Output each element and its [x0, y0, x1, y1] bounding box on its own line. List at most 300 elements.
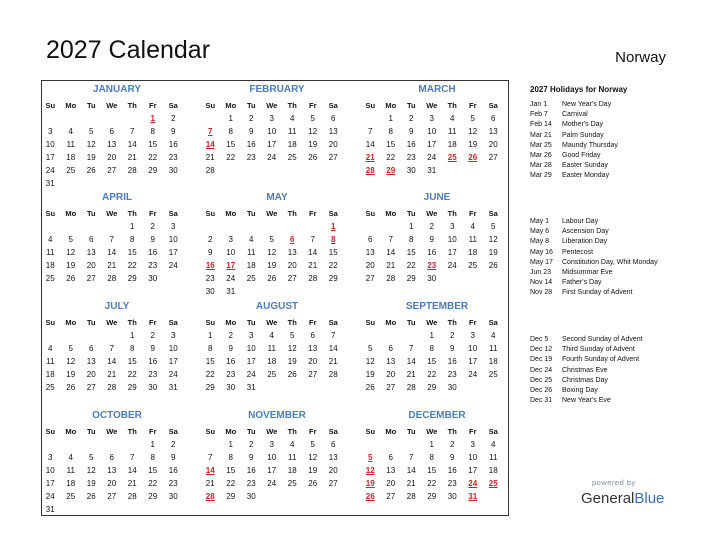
month-name: AUGUST — [255, 301, 299, 312]
weekday-header: Tu — [246, 209, 256, 218]
month-grid — [200, 207, 354, 298]
empty-day — [61, 329, 82, 342]
day: 21 — [205, 479, 215, 488]
day: 20 — [328, 466, 338, 475]
holiday-name: Christmas Eve — [562, 366, 608, 374]
day: 10 — [168, 235, 178, 244]
day: 30 — [406, 166, 416, 175]
day: 28 — [386, 274, 396, 283]
weekday-header: Sa — [328, 318, 338, 327]
day: 27 — [86, 274, 96, 283]
month-january — [40, 83, 194, 190]
empty-day — [81, 329, 102, 342]
day: 5 — [368, 344, 373, 353]
day: 10 — [468, 453, 478, 462]
day: 23 — [447, 479, 457, 488]
weekday-header: Fr — [309, 427, 317, 436]
day: 9 — [429, 235, 434, 244]
day: 24 — [45, 166, 55, 175]
day: 17 — [168, 248, 178, 257]
day: 19 — [308, 140, 318, 149]
holiday-day: 28 — [365, 166, 375, 175]
day: 9 — [409, 127, 414, 136]
day: 15 — [406, 248, 416, 257]
day: 2 — [171, 440, 176, 449]
page-title: 2027 Calendar — [46, 36, 211, 64]
weekday-header: We — [266, 101, 278, 110]
weekday-header: Su — [205, 318, 216, 327]
holiday-day: 17 — [226, 261, 236, 270]
holiday-name: Labour Day — [562, 218, 599, 225]
weekday-header: Sa — [488, 427, 498, 436]
day: 12 — [365, 357, 375, 366]
day: 29 — [205, 383, 215, 392]
holiday-date: Dec 26 — [530, 387, 553, 395]
day: 24 — [45, 492, 55, 501]
day: 4 — [48, 344, 53, 353]
day: 30 — [427, 274, 437, 283]
day: 23 — [205, 274, 215, 283]
day: 13 — [386, 357, 396, 366]
day: 5 — [89, 127, 94, 136]
weekday-header: We — [266, 318, 278, 327]
day: 3 — [171, 331, 176, 340]
day: 1 — [429, 331, 434, 340]
empty-day — [221, 220, 242, 233]
holiday-name: Good Friday — [562, 152, 601, 160]
holiday-date: Nov 28 — [530, 289, 553, 297]
weekday-header: Fr — [149, 318, 157, 327]
holiday-row — [530, 335, 643, 345]
holiday-date: Feb 14 — [530, 121, 552, 129]
day: 24 — [246, 370, 256, 379]
holiday-row — [530, 237, 658, 247]
day: 20 — [107, 153, 117, 162]
month-grid — [360, 425, 514, 503]
holiday-day: 1 — [150, 114, 155, 123]
month-name: DECEMBER — [408, 410, 466, 421]
day: 14 — [107, 248, 117, 257]
day: 2 — [228, 331, 233, 340]
weekday-header: Th — [447, 318, 457, 327]
day: 21 — [308, 261, 318, 270]
day: 8 — [429, 344, 434, 353]
day: 14 — [365, 140, 375, 149]
weekday-header: Tu — [86, 209, 96, 218]
day: 30 — [226, 383, 236, 392]
day: 16 — [427, 248, 437, 257]
powered-by-label: powered by — [592, 478, 636, 487]
empty-day — [200, 112, 221, 125]
day: 30 — [246, 492, 256, 501]
day: 7 — [331, 331, 336, 340]
day: 12 — [308, 127, 318, 136]
day: 9 — [171, 127, 176, 136]
weekday-header: Mo — [225, 427, 237, 436]
month-october — [40, 409, 194, 516]
day: 14 — [406, 357, 416, 366]
day: 7 — [109, 235, 114, 244]
day: 1 — [429, 440, 434, 449]
empty-day — [401, 438, 422, 451]
day: 5 — [290, 331, 295, 340]
weekday-header: Su — [205, 427, 216, 436]
day: 21 — [205, 153, 215, 162]
weekday-header: Th — [287, 101, 297, 110]
day: 1 — [150, 440, 155, 449]
day: 10 — [427, 127, 437, 136]
weekday-header: Tu — [246, 318, 256, 327]
day: 6 — [89, 235, 94, 244]
generalblue-logo — [581, 490, 664, 507]
weekday-header: Tu — [406, 209, 416, 218]
weekday-header: Su — [365, 427, 376, 436]
day: 19 — [468, 140, 478, 149]
day: 8 — [130, 344, 135, 353]
day: 25 — [488, 370, 498, 379]
day: 12 — [267, 248, 277, 257]
day: 7 — [310, 235, 315, 244]
day: 15 — [328, 248, 338, 257]
weekday-header: Mo — [385, 427, 397, 436]
month-november — [200, 409, 354, 503]
day: 31 — [226, 287, 236, 296]
day: 13 — [328, 453, 338, 462]
day: 25 — [468, 261, 478, 270]
day: 17 — [45, 153, 55, 162]
day: 17 — [246, 357, 256, 366]
empty-day — [401, 329, 422, 342]
day: 10 — [168, 344, 178, 353]
weekday-header: Th — [287, 209, 297, 218]
day: 24 — [447, 261, 457, 270]
day: 29 — [226, 492, 236, 501]
day: 16 — [148, 357, 158, 366]
day: 3 — [450, 222, 455, 231]
empty-day — [200, 220, 221, 233]
weekday-header: Sa — [328, 101, 338, 110]
weekday-header: We — [106, 427, 118, 436]
day: 23 — [406, 153, 416, 162]
month-grid — [40, 316, 194, 394]
day: 3 — [228, 235, 233, 244]
day: 13 — [308, 344, 318, 353]
empty-day — [262, 220, 283, 233]
day: 10 — [447, 235, 457, 244]
empty-day — [102, 329, 123, 342]
day: 10 — [468, 344, 478, 353]
day: 19 — [66, 261, 76, 270]
day: 27 — [287, 274, 297, 283]
holiday-row — [530, 386, 643, 396]
day: 31 — [168, 383, 178, 392]
holiday-row — [530, 376, 643, 386]
country-label: Norway — [615, 49, 666, 66]
day: 22 — [406, 261, 416, 270]
day: 7 — [109, 344, 114, 353]
weekday-header: We — [426, 427, 438, 436]
weekday-header: We — [106, 318, 118, 327]
holiday-date: Dec 25 — [530, 376, 553, 384]
day: 14 — [328, 344, 338, 353]
day: 29 — [328, 274, 338, 283]
month-june — [360, 191, 514, 285]
day: 13 — [488, 127, 498, 136]
day: 16 — [246, 140, 256, 149]
weekday-header: Mo — [225, 101, 237, 110]
day: 17 — [267, 466, 277, 475]
day: 27 — [86, 383, 96, 392]
day: 12 — [86, 466, 96, 475]
month-name: NOVEMBER — [248, 410, 306, 421]
empty-day — [381, 220, 402, 233]
holiday-row — [530, 345, 643, 355]
month-grid — [360, 99, 514, 177]
holiday-name: Ascension Day — [562, 228, 609, 236]
weekday-header: Mo — [65, 427, 77, 436]
day: 17 — [468, 466, 478, 475]
holiday-row — [530, 227, 658, 237]
day: 30 — [168, 492, 178, 501]
day: 19 — [66, 370, 76, 379]
day: 30 — [447, 383, 457, 392]
weekday-header: Tu — [246, 101, 256, 110]
weekday-header: Fr — [309, 209, 317, 218]
day: 18 — [287, 140, 297, 149]
day: 28 — [328, 370, 338, 379]
day: 28 — [107, 383, 117, 392]
day: 13 — [107, 140, 117, 149]
holiday-row — [530, 278, 658, 288]
day: 2 — [208, 235, 213, 244]
day: 30 — [168, 166, 178, 175]
holiday-day: 28 — [205, 492, 215, 501]
day: 8 — [228, 453, 233, 462]
day: 3 — [48, 453, 53, 462]
weekday-header: Th — [127, 427, 137, 436]
day: 18 — [447, 140, 457, 149]
weekday-header: Mo — [225, 209, 237, 218]
day: 14 — [406, 466, 416, 475]
day: 3 — [470, 440, 475, 449]
month-august — [200, 300, 354, 394]
weekday-header: We — [266, 209, 278, 218]
month-grid — [40, 99, 194, 190]
month-grid — [360, 316, 514, 394]
day: 18 — [66, 153, 76, 162]
day: 6 — [388, 453, 393, 462]
day: 6 — [310, 331, 315, 340]
day: 7 — [388, 235, 393, 244]
empty-day — [102, 112, 123, 125]
day: 1 — [228, 440, 233, 449]
day: 21 — [328, 357, 338, 366]
day: 16 — [168, 140, 178, 149]
holiday-day: 7 — [208, 127, 213, 136]
holiday-row — [530, 366, 643, 376]
day: 19 — [365, 370, 375, 379]
holiday-name: Midsummar Eve — [562, 269, 613, 277]
weekday-header: Tu — [86, 318, 96, 327]
day: 27 — [107, 492, 117, 501]
weekday-header: Fr — [309, 101, 317, 110]
day: 3 — [48, 127, 53, 136]
weekday-header: Su — [45, 318, 56, 327]
day: 10 — [267, 127, 277, 136]
day: 7 — [409, 344, 414, 353]
day: 8 — [130, 235, 135, 244]
holiday-date: May 16 — [530, 248, 553, 256]
day: 10 — [246, 344, 256, 353]
day: 6 — [491, 114, 496, 123]
empty-day — [61, 438, 82, 451]
day: 22 — [328, 261, 338, 270]
day: 3 — [429, 114, 434, 123]
weekday-header: Sa — [168, 101, 178, 110]
holiday-name: Maundy Thursday — [562, 141, 618, 149]
day: 12 — [488, 235, 498, 244]
day: 30 — [205, 287, 215, 296]
holiday-date: Mar 28 — [530, 162, 552, 170]
day: 27 — [328, 153, 338, 162]
day: 1 — [130, 222, 135, 231]
empty-day — [40, 112, 61, 125]
day: 4 — [68, 127, 73, 136]
holiday-row — [530, 288, 658, 298]
weekday-header: We — [106, 101, 118, 110]
day: 16 — [168, 466, 178, 475]
weekday-header: Mo — [385, 209, 397, 218]
month-february — [200, 83, 354, 177]
weekday-header: Th — [127, 318, 137, 327]
day: 13 — [86, 357, 96, 366]
day: 21 — [127, 479, 137, 488]
weekday-header: Tu — [406, 101, 416, 110]
day: 15 — [427, 357, 437, 366]
day: 30 — [447, 492, 457, 501]
day: 24 — [427, 153, 437, 162]
day: 22 — [427, 479, 437, 488]
brand-blue: Blue — [634, 490, 665, 507]
empty-day — [61, 112, 82, 125]
weekday-header: Su — [45, 427, 56, 436]
weekday-header: Su — [365, 101, 376, 110]
day: 11 — [46, 248, 55, 257]
holiday-name: Carnival — [562, 111, 588, 119]
weekday-header: Fr — [149, 209, 157, 218]
day: 12 — [86, 140, 96, 149]
holiday-row — [530, 396, 643, 406]
day: 8 — [228, 127, 233, 136]
empty-day — [40, 438, 61, 451]
day: 11 — [288, 127, 297, 136]
day: 7 — [130, 453, 135, 462]
day: 3 — [171, 222, 176, 231]
day: 17 — [168, 357, 178, 366]
holiday-day: 31 — [468, 492, 478, 501]
holiday-date: Dec 19 — [530, 356, 553, 364]
day: 26 — [308, 153, 318, 162]
day: 22 — [226, 153, 236, 162]
day: 10 — [226, 248, 236, 257]
month-december — [360, 409, 514, 503]
empty-day — [360, 329, 381, 342]
weekday-header: Sa — [488, 101, 498, 110]
day: 29 — [148, 166, 158, 175]
month-april — [40, 191, 194, 285]
holiday-row — [530, 355, 643, 365]
day: 20 — [107, 479, 117, 488]
weekday-header: Mo — [385, 101, 397, 110]
day: 20 — [365, 261, 375, 270]
day: 12 — [287, 344, 297, 353]
weekday-header: Su — [205, 101, 216, 110]
month-may — [200, 191, 354, 298]
day: 28 — [205, 166, 215, 175]
day: 6 — [109, 127, 114, 136]
weekday-header: Fr — [149, 427, 157, 436]
day: 5 — [68, 235, 73, 244]
day: 23 — [168, 479, 178, 488]
month-name: SEPTEMBER — [405, 301, 469, 312]
day: 17 — [45, 479, 55, 488]
holiday-day: 12 — [365, 466, 375, 475]
day: 19 — [488, 248, 498, 257]
holiday-day: 24 — [468, 479, 478, 488]
day: 8 — [429, 453, 434, 462]
day: 6 — [109, 453, 114, 462]
day: 21 — [386, 261, 396, 270]
holiday-row — [530, 100, 618, 110]
month-name: JANUARY — [93, 84, 141, 95]
empty-day — [61, 220, 82, 233]
day: 24 — [226, 274, 236, 283]
month-name: FEBRUARY — [249, 84, 305, 95]
holiday-row — [530, 120, 618, 130]
day: 26 — [66, 383, 76, 392]
day: 19 — [287, 357, 297, 366]
holiday-list — [530, 217, 658, 299]
weekday-header: Mo — [65, 318, 77, 327]
day: 25 — [287, 153, 297, 162]
day: 27 — [386, 383, 396, 392]
weekday-header: We — [106, 209, 118, 218]
weekday-header: Sa — [488, 209, 498, 218]
month-grid — [200, 316, 354, 394]
day: 10 — [267, 453, 277, 462]
day: 17 — [267, 140, 277, 149]
holiday-row — [530, 161, 618, 171]
empty-day — [381, 438, 402, 451]
day: 29 — [127, 383, 137, 392]
day: 6 — [388, 344, 393, 353]
empty-day — [40, 220, 61, 233]
day: 24 — [168, 261, 178, 270]
weekday-header: Sa — [488, 318, 498, 327]
day: 13 — [386, 466, 396, 475]
day: 5 — [470, 114, 475, 123]
day: 14 — [127, 466, 137, 475]
empty-day — [303, 220, 324, 233]
day: 4 — [491, 331, 496, 340]
day: 2 — [150, 331, 155, 340]
day: 8 — [208, 344, 213, 353]
day: 22 — [226, 479, 236, 488]
day: 15 — [127, 248, 137, 257]
day: 11 — [247, 248, 256, 257]
holiday-name: Fourth Sunday of Advent — [562, 356, 640, 364]
day: 11 — [66, 466, 75, 475]
